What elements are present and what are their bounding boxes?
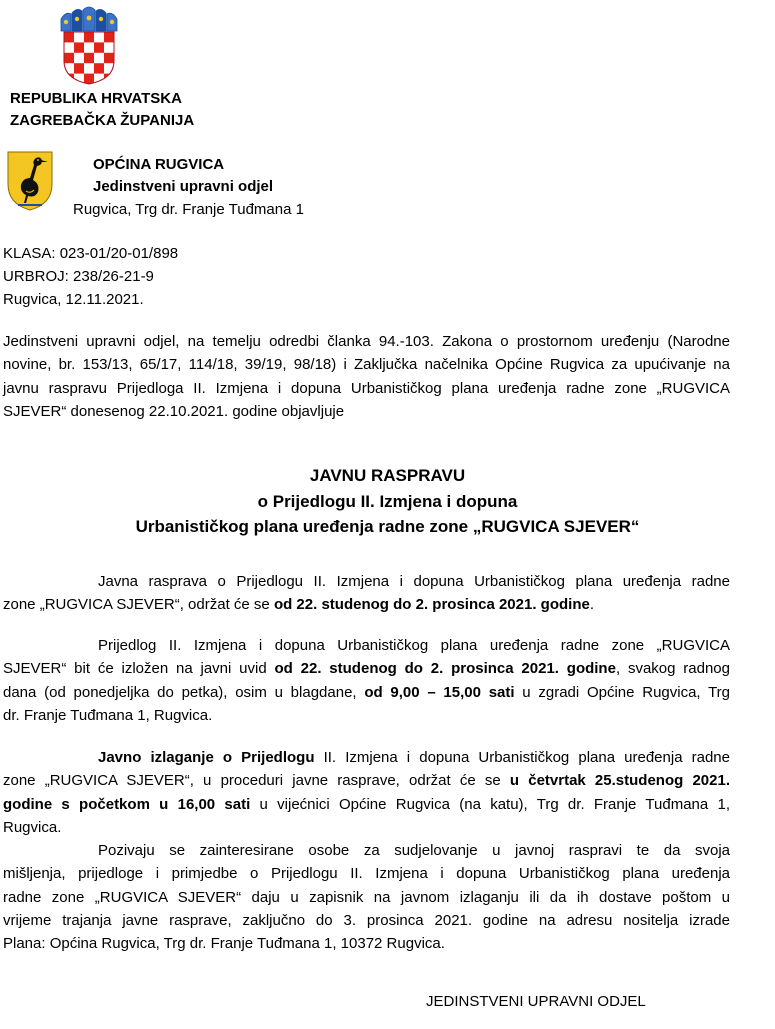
meta-urbroj: URBROJ: 238/26-21-9 [3, 268, 154, 285]
header-opcina: OPĆINA RUGVICA [93, 156, 225, 173]
p3-line-3: godine s početkom u 16,00 sati u vijećnici Općine Rugvica (na katu), Trg dr. Franje Tuđmana 1, [3, 795, 731, 813]
croatia-coat-of-arms-icon [58, 5, 120, 85]
p2-line-4: dr. Franje Tuđmana 1, Rugvica. [3, 706, 213, 724]
p1-line-1: Javna rasprava o Prijedlogu II. Izmjena i dopuna Urbanističkog plana uređenja radne [98, 573, 730, 590]
p4-line: vrijeme trajanja javne rasprave, zaključno do 3. prosinca 2021. godine na adresu nositelja izrade [3, 911, 730, 929]
title-line-1: JAVNU RASPRAVU [309, 466, 466, 485]
intro-line: javnu raspravu Prijedloga II. Izmjena i dopuna Urbanističkog plana uređenja radne zone „RUGVICA [3, 379, 730, 397]
rugvica-coat-of-arms-icon [6, 150, 54, 212]
paragraph-4 [3, 839, 730, 955]
header-zupanija: ZAGREBAČKA ŽUPANIJA [10, 112, 195, 129]
header-odjel: Jedinstveni upravni odjel [93, 178, 274, 195]
title-line-3: Urbanističkog plana uređenja radne zone „RUGVICA SJEVER“ [135, 517, 640, 536]
p3-line-2: zone „RUGVICA SJEVER“, u proceduri javne rasprave, održat će se u četvrtak 25.studenog 2021. [3, 772, 730, 790]
p1-line-2: zone „RUGVICA SJEVER“, održat će se od 22. studenog do 2. prosinca 2021. godine. [3, 596, 595, 614]
paragraph-2 [3, 634, 730, 727]
p4-line: Pozivaju se zainteresirane osobe za sudjelovanje u javnoj raspravi te da svoja [98, 842, 730, 859]
meta-mjesto-datum: Rugvica, 12.11.2021. [3, 291, 144, 308]
paragraph-1 [3, 570, 730, 617]
intro-line: Jedinstveni upravni odjel, na temelju odredbi članka 94.-103. Zakona o prostornom uređenju (Narodne [3, 333, 730, 350]
p3-line-1: Javno izlaganje o Prijedlogu II. Izmjena i dopuna Urbanističkog plana uređenja radne [98, 749, 730, 766]
header-adresa: Rugvica, Trg dr. Franje Tuđmana 1 [73, 201, 304, 218]
p4-line: radne zone „RUGVICA SJEVER“ daju u zapisnik na javnom izlaganju ili da ih dostave poštom u [3, 888, 730, 906]
title-line-2: o Prijedlogu II. Izmjena i dopuna [257, 492, 518, 511]
signature: JEDINSTVENI UPRAVNI ODJEL [426, 993, 646, 1010]
intro-paragraph [3, 330, 730, 423]
intro-line: SJEVER“ donesenog 22.10.2021. godine objavljuje [3, 402, 345, 420]
header-republika: REPUBLIKA HRVATSKA [10, 90, 182, 107]
p2-line-3: dana (od ponedjeljka do petka), osim u blagdane, od 9,00 – 15,00 sati u zgradi Općine Rugvica, Trg [3, 683, 731, 701]
meta-klasa: KLASA: 023-01/20-01/898 [3, 245, 179, 262]
p2-line-1: Prijedlog II. Izmjena i dopuna Urbanističkog plana uređenja radne zone „RUGVICA [98, 637, 730, 654]
intro-line: novine, br. 153/13, 65/17, 114/18, 39/19, 98/18) i Zaključka načelnika Općine Rugvica za upućivanje na [3, 356, 730, 374]
p2-line-2: SJEVER“ bit će izložen na javni uvid od 22. studenog do 2. prosinca 2021. godine, svakog radnog [3, 660, 730, 678]
p3-line-4: Rugvica. [3, 818, 62, 836]
p4-line: Plana: Općina Rugvica, Trg dr. Franje Tuđmana 1, 10372 Rugvica. [3, 935, 445, 953]
paragraph-3 [3, 746, 730, 839]
p4-line: mišljenja, prijedloge i primjedbe o Prijedlogu II. Izmjena i dopuna Urbanističkog plana uređenja [3, 865, 730, 883]
